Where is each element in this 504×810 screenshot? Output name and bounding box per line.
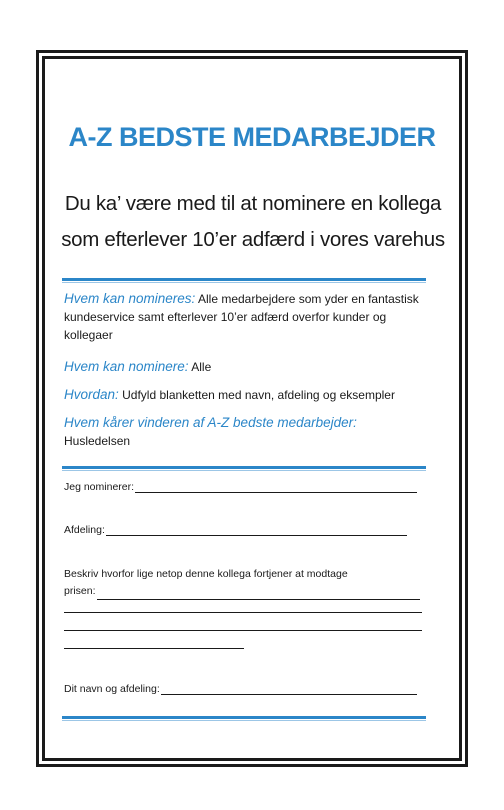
name-department-field[interactable] bbox=[64, 682, 417, 695]
department-field[interactable] bbox=[64, 523, 407, 536]
nominate-line[interactable] bbox=[135, 480, 417, 493]
nominate-label: Jeg nominerer: bbox=[64, 481, 135, 493]
info-label: Hvem kan nomineres: bbox=[64, 291, 196, 306]
describe-line-3[interactable] bbox=[64, 630, 422, 631]
nominate-field[interactable] bbox=[64, 480, 417, 493]
describe-field[interactable] bbox=[64, 566, 428, 600]
info-label: Hvordan: bbox=[64, 387, 119, 402]
divider-top bbox=[62, 278, 426, 281]
describe-label-line-1: Beskriv hvorfor lige netop denne kollega fortjener at modtage bbox=[64, 568, 348, 580]
page-border-inner bbox=[43, 57, 461, 760]
info-label: Hvem kårer vinderen af A-Z bedste medarbejder: bbox=[64, 415, 357, 430]
subtitle-line-2: som efterlever 10’er adfærd i vores varehus bbox=[61, 228, 445, 251]
info-who-nominates bbox=[64, 358, 428, 376]
subtitle bbox=[48, 186, 458, 258]
divider-middle bbox=[62, 466, 426, 469]
describe-line-4[interactable] bbox=[64, 648, 244, 649]
info-text: Husledelsen bbox=[64, 434, 131, 448]
page-border bbox=[36, 50, 468, 767]
describe-label-line-2: prisen: bbox=[64, 585, 96, 597]
info-text: Alle bbox=[191, 360, 212, 374]
page-title: A-Z BEDSTE MEDARBEJDER bbox=[68, 122, 436, 152]
info-how bbox=[64, 386, 428, 404]
describe-line-1[interactable] bbox=[97, 587, 420, 600]
divider-bottom bbox=[62, 716, 426, 719]
department-line[interactable] bbox=[106, 523, 407, 536]
info-who-nominated bbox=[64, 290, 428, 344]
info-label: Hvem kan nominere: bbox=[64, 359, 189, 374]
describe-line-2[interactable] bbox=[64, 612, 422, 613]
info-text: Udfyld blanketten med navn, afdeling og eksempler bbox=[122, 388, 395, 402]
info-who-decides bbox=[64, 414, 428, 450]
info-text: Alle medarbejdere som yder en fantastisk kundeservice samt efterlever 10’er adfærd overfor kunder og kollegaer bbox=[64, 292, 419, 342]
name-department-label: Dit navn og afdeling: bbox=[64, 683, 160, 695]
department-label: Afdeling: bbox=[64, 524, 105, 536]
name-department-line[interactable] bbox=[161, 682, 417, 695]
subtitle-line-1: Du ka’ være med til at nominere en kollega bbox=[64, 192, 442, 215]
